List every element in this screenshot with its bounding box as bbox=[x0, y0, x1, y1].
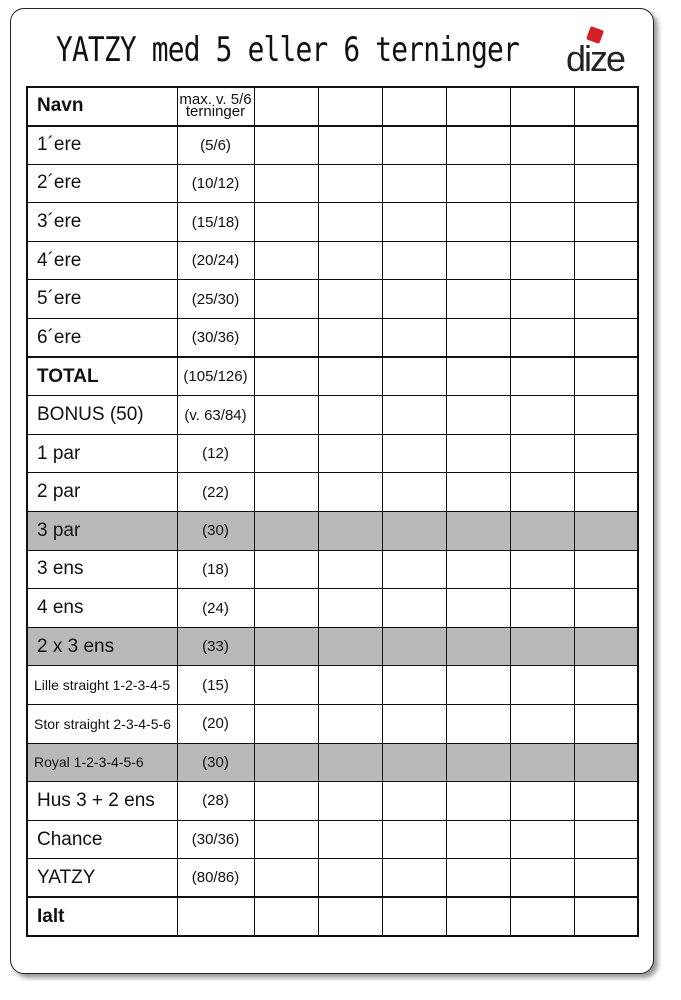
dize-logo bbox=[566, 28, 636, 80]
score-cell[interactable] bbox=[382, 319, 446, 358]
score-cell[interactable] bbox=[446, 512, 510, 551]
score-cell[interactable] bbox=[254, 782, 318, 821]
score-cell[interactable] bbox=[318, 550, 382, 589]
score-cell[interactable] bbox=[510, 434, 574, 473]
score-cell[interactable] bbox=[254, 434, 318, 473]
score-cell[interactable] bbox=[510, 589, 574, 628]
row-max: (5/6) bbox=[177, 126, 254, 165]
score-cell[interactable] bbox=[510, 126, 574, 165]
score-cell[interactable] bbox=[574, 164, 638, 203]
player-name-cell[interactable] bbox=[574, 87, 638, 126]
score-cell[interactable] bbox=[254, 512, 318, 551]
row-label: Stor straight 2-3-4-5-6 bbox=[27, 705, 177, 744]
score-cell[interactable] bbox=[254, 705, 318, 744]
player-name-cell[interactable] bbox=[318, 87, 382, 126]
row-max-empty bbox=[177, 897, 254, 936]
bonus-row bbox=[27, 396, 638, 435]
score-cell[interactable] bbox=[382, 627, 446, 666]
score-cell[interactable] bbox=[574, 666, 638, 705]
score-cell[interactable] bbox=[254, 241, 318, 280]
row-max: (30/36) bbox=[177, 319, 254, 358]
row-max: (15) bbox=[177, 666, 254, 705]
score-cell[interactable] bbox=[254, 473, 318, 512]
score-cell[interactable] bbox=[318, 589, 382, 628]
score-row bbox=[27, 666, 638, 705]
row-max: (12) bbox=[177, 434, 254, 473]
row-label: 1´ere bbox=[27, 126, 177, 165]
score-row bbox=[27, 434, 638, 473]
score-cell[interactable] bbox=[254, 319, 318, 358]
score-row bbox=[27, 203, 638, 242]
row-label: 2 par bbox=[27, 473, 177, 512]
score-cell[interactable] bbox=[318, 743, 382, 782]
score-cell[interactable] bbox=[382, 782, 446, 821]
score-cell[interactable] bbox=[382, 473, 446, 512]
score-row bbox=[27, 241, 638, 280]
score-cell[interactable] bbox=[446, 241, 510, 280]
score-row bbox=[27, 589, 638, 628]
score-cell[interactable] bbox=[446, 473, 510, 512]
score-row-shaded bbox=[27, 627, 638, 666]
score-row-shaded bbox=[27, 743, 638, 782]
score-cell[interactable] bbox=[382, 434, 446, 473]
score-row bbox=[27, 782, 638, 821]
score-cell[interactable] bbox=[446, 897, 510, 936]
score-cell[interactable] bbox=[382, 743, 446, 782]
row-label: 2 x 3 ens bbox=[27, 627, 177, 666]
score-cell[interactable] bbox=[254, 357, 318, 396]
row-max: (105/126) bbox=[177, 357, 254, 396]
score-row bbox=[27, 164, 638, 203]
score-cell[interactable] bbox=[446, 126, 510, 165]
score-cell[interactable] bbox=[574, 589, 638, 628]
score-row bbox=[27, 820, 638, 859]
row-max: (30) bbox=[177, 743, 254, 782]
score-cell[interactable] bbox=[318, 782, 382, 821]
score-cell[interactable] bbox=[574, 241, 638, 280]
score-cell[interactable] bbox=[446, 666, 510, 705]
score-cell[interactable] bbox=[574, 280, 638, 319]
score-cell[interactable] bbox=[382, 859, 446, 898]
score-cell[interactable] bbox=[382, 357, 446, 396]
score-cell[interactable] bbox=[382, 820, 446, 859]
score-row bbox=[27, 126, 638, 165]
score-cell[interactable] bbox=[574, 550, 638, 589]
row-label: 3´ere bbox=[27, 203, 177, 242]
score-cell[interactable] bbox=[510, 820, 574, 859]
score-cell[interactable] bbox=[510, 666, 574, 705]
row-max: (30) bbox=[177, 512, 254, 551]
score-cell[interactable] bbox=[446, 280, 510, 319]
score-cell[interactable] bbox=[382, 897, 446, 936]
score-cell[interactable] bbox=[510, 550, 574, 589]
score-cell[interactable] bbox=[254, 550, 318, 589]
score-cell[interactable] bbox=[510, 859, 574, 898]
score-cell[interactable] bbox=[446, 627, 510, 666]
score-cell[interactable] bbox=[382, 164, 446, 203]
player-name-cell[interactable] bbox=[382, 87, 446, 126]
score-cell[interactable] bbox=[574, 820, 638, 859]
score-cell[interactable] bbox=[382, 705, 446, 744]
score-cell[interactable] bbox=[382, 512, 446, 551]
score-cell[interactable] bbox=[382, 241, 446, 280]
score-cell[interactable] bbox=[510, 512, 574, 551]
score-cell[interactable] bbox=[574, 319, 638, 358]
row-label: Chance bbox=[27, 820, 177, 859]
row-max: (10/12) bbox=[177, 164, 254, 203]
score-cell[interactable] bbox=[382, 396, 446, 435]
score-cell[interactable] bbox=[574, 203, 638, 242]
score-cell[interactable] bbox=[510, 164, 574, 203]
row-label: BONUS (50) bbox=[27, 396, 177, 435]
score-cell[interactable] bbox=[318, 164, 382, 203]
score-cell[interactable] bbox=[318, 319, 382, 358]
total-row bbox=[27, 357, 638, 396]
page-title: YATZY med 5 eller 6 terninger bbox=[56, 30, 519, 70]
player-name-cell[interactable] bbox=[510, 87, 574, 126]
score-table bbox=[26, 86, 639, 937]
score-cell[interactable] bbox=[510, 203, 574, 242]
score-cell[interactable] bbox=[446, 782, 510, 821]
row-label: 4´ere bbox=[27, 241, 177, 280]
player-name-cell[interactable] bbox=[254, 87, 318, 126]
score-row bbox=[27, 859, 638, 898]
row-label: Royal 1-2-3-4-5-6 bbox=[27, 743, 177, 782]
row-max: (20/24) bbox=[177, 241, 254, 280]
score-cell[interactable] bbox=[446, 434, 510, 473]
row-max: (18) bbox=[177, 550, 254, 589]
score-cell[interactable] bbox=[318, 666, 382, 705]
score-cell[interactable] bbox=[254, 666, 318, 705]
row-max: (25/30) bbox=[177, 280, 254, 319]
row-max: (v. 63/84) bbox=[177, 396, 254, 435]
score-cell[interactable] bbox=[510, 627, 574, 666]
score-cell[interactable] bbox=[318, 396, 382, 435]
row-label: 6´ere bbox=[27, 319, 177, 358]
score-cell[interactable] bbox=[382, 589, 446, 628]
score-row bbox=[27, 280, 638, 319]
score-cell[interactable] bbox=[318, 820, 382, 859]
score-cell[interactable] bbox=[574, 782, 638, 821]
score-cell[interactable] bbox=[446, 396, 510, 435]
score-cell[interactable] bbox=[510, 897, 574, 936]
header-row bbox=[27, 87, 638, 126]
score-cell[interactable] bbox=[254, 743, 318, 782]
score-cell[interactable] bbox=[510, 782, 574, 821]
score-cell[interactable] bbox=[318, 203, 382, 242]
score-cell[interactable] bbox=[446, 357, 510, 396]
row-max: (80/86) bbox=[177, 859, 254, 898]
score-row bbox=[27, 473, 638, 512]
score-cell[interactable] bbox=[510, 280, 574, 319]
row-max: (22) bbox=[177, 473, 254, 512]
score-cell[interactable] bbox=[574, 705, 638, 744]
max-header: max. v. 5/6 terninger bbox=[177, 87, 254, 126]
score-cell[interactable] bbox=[574, 473, 638, 512]
row-label: TOTAL bbox=[27, 357, 177, 396]
score-cell[interactable] bbox=[446, 319, 510, 358]
score-cell[interactable] bbox=[254, 280, 318, 319]
score-cell[interactable] bbox=[510, 241, 574, 280]
score-cell[interactable] bbox=[574, 396, 638, 435]
row-label: 1 par bbox=[27, 434, 177, 473]
score-cell[interactable] bbox=[382, 666, 446, 705]
score-cell[interactable] bbox=[318, 126, 382, 165]
logo-text: dize bbox=[566, 38, 625, 79]
score-cell[interactable] bbox=[446, 164, 510, 203]
row-max: (28) bbox=[177, 782, 254, 821]
score-row-shaded bbox=[27, 512, 638, 551]
score-cell[interactable] bbox=[510, 473, 574, 512]
score-cell[interactable] bbox=[254, 203, 318, 242]
name-header: Navn bbox=[27, 87, 177, 126]
score-row bbox=[27, 319, 638, 358]
row-max: (30/36) bbox=[177, 820, 254, 859]
score-cell[interactable] bbox=[318, 357, 382, 396]
player-name-cell[interactable] bbox=[446, 87, 510, 126]
score-cell[interactable] bbox=[510, 743, 574, 782]
score-cell[interactable] bbox=[574, 627, 638, 666]
score-cell[interactable] bbox=[318, 897, 382, 936]
row-max: (24) bbox=[177, 589, 254, 628]
grand-total-row bbox=[27, 897, 638, 936]
score-cell[interactable] bbox=[382, 280, 446, 319]
score-cell[interactable] bbox=[382, 126, 446, 165]
score-cell[interactable] bbox=[318, 434, 382, 473]
row-label: 4 ens bbox=[27, 589, 177, 628]
row-label: 5´ere bbox=[27, 280, 177, 319]
score-cell[interactable] bbox=[382, 550, 446, 589]
score-cell[interactable] bbox=[574, 434, 638, 473]
score-cell[interactable] bbox=[446, 203, 510, 242]
score-cell[interactable] bbox=[318, 705, 382, 744]
score-cell[interactable] bbox=[254, 627, 318, 666]
row-label: 3 par bbox=[27, 512, 177, 551]
row-label: 2´ere bbox=[27, 164, 177, 203]
score-cell[interactable] bbox=[574, 126, 638, 165]
score-cell[interactable] bbox=[254, 396, 318, 435]
score-cell[interactable] bbox=[446, 705, 510, 744]
score-cell[interactable] bbox=[254, 897, 318, 936]
row-label: Lille straight 1-2-3-4-5 bbox=[27, 666, 177, 705]
grand-total-label: Ialt bbox=[27, 897, 177, 936]
score-cell[interactable] bbox=[574, 357, 638, 396]
row-max: (33) bbox=[177, 627, 254, 666]
score-cell[interactable] bbox=[318, 473, 382, 512]
row-max: (15/18) bbox=[177, 203, 254, 242]
score-cell[interactable] bbox=[510, 357, 574, 396]
score-cell[interactable] bbox=[510, 319, 574, 358]
score-cell[interactable] bbox=[510, 396, 574, 435]
score-cell[interactable] bbox=[254, 820, 318, 859]
score-cell[interactable] bbox=[574, 743, 638, 782]
score-cell[interactable] bbox=[318, 859, 382, 898]
score-cell[interactable] bbox=[446, 589, 510, 628]
score-cell[interactable] bbox=[254, 164, 318, 203]
row-label: YATZY bbox=[27, 859, 177, 898]
row-label: Hus 3 + 2 ens bbox=[27, 782, 177, 821]
score-cell[interactable] bbox=[254, 589, 318, 628]
score-cell[interactable] bbox=[510, 705, 574, 744]
score-cell[interactable] bbox=[382, 203, 446, 242]
score-cell[interactable] bbox=[446, 859, 510, 898]
row-max: (20) bbox=[177, 705, 254, 744]
score-cell[interactable] bbox=[446, 550, 510, 589]
score-cell[interactable] bbox=[318, 241, 382, 280]
score-cell[interactable] bbox=[574, 512, 638, 551]
score-cell[interactable] bbox=[574, 859, 638, 898]
score-cell[interactable] bbox=[318, 280, 382, 319]
score-cell[interactable] bbox=[446, 743, 510, 782]
score-cell[interactable] bbox=[254, 126, 318, 165]
score-row bbox=[27, 550, 638, 589]
score-cell[interactable] bbox=[254, 859, 318, 898]
score-cell[interactable] bbox=[318, 512, 382, 551]
row-label: 3 ens bbox=[27, 550, 177, 589]
score-cell[interactable] bbox=[574, 897, 638, 936]
score-cell[interactable] bbox=[318, 627, 382, 666]
score-row bbox=[27, 705, 638, 744]
score-cell[interactable] bbox=[446, 820, 510, 859]
